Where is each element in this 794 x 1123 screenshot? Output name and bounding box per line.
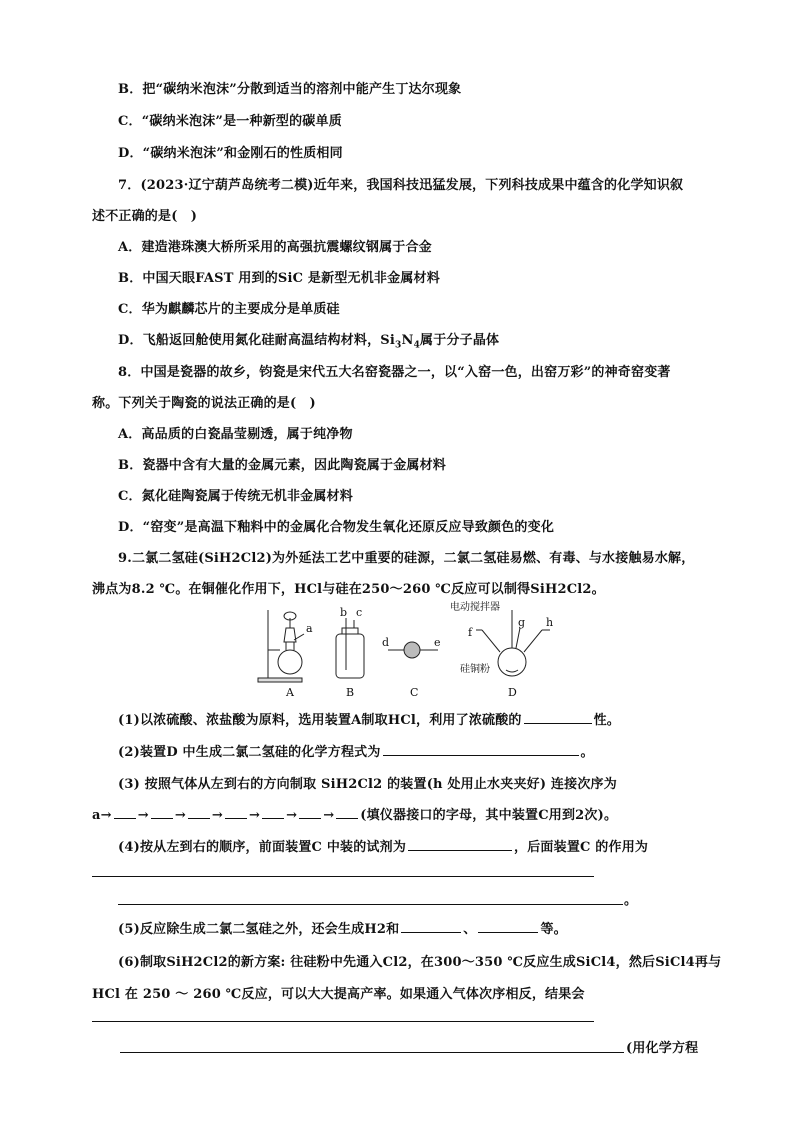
q9-part2-blank[interactable] (383, 742, 579, 756)
label-stirrer: 电动搅拌器 (450, 602, 500, 613)
q9-part2-suffix: 。 (580, 745, 594, 760)
q7-option-d (118, 329, 499, 351)
q8-option-d: D．“窑变”是高温下釉料中的金属化合物发生氧化还原反应导致颜色的变化 (118, 520, 555, 535)
q6-option-d: D．“碳纳米泡沫”和金刚石的性质相同 (118, 146, 343, 161)
label-b: b (340, 606, 348, 619)
q9-stem-line1: 9.二氯二氢硅(SiH2Cl2)为外延法工艺中重要的硅源，二氯二氢硅易燃、有毒、与水接触易水解， (118, 551, 695, 566)
q9-part4-answer-line-1[interactable] (92, 876, 594, 877)
q7-option-d-pre: D．飞船返回舱使用氮化硅耐高温结构材料，Si (118, 333, 396, 348)
q9-part4-answer-line-2[interactable] (118, 904, 623, 905)
q9-part2-text: (2)装置D 中生成二氯二氢硅的化学方程式为 (118, 745, 381, 760)
q7-option-b: B．中国天眼FAST 用到的SiC 是新型无机非金属材料 (118, 271, 440, 286)
q7-option-d-mid: N (401, 333, 414, 348)
q9-part3-start: a→ (92, 808, 112, 823)
apparatus-diagram (250, 600, 570, 700)
q9-part6-end: (用化学方程 (626, 1041, 699, 1056)
q9-part3-suffix: (填仪器接口的字母，其中装置C用到2次)。 (360, 808, 618, 823)
q9-part3-blank-1[interactable] (114, 805, 136, 819)
apparatus-a (258, 610, 304, 682)
q9-part4 (118, 836, 648, 855)
apparatus-b (336, 618, 364, 678)
label-c: c (356, 606, 363, 619)
q9-part3-line2 (92, 804, 617, 823)
q9-part6-answer-line-2[interactable] (120, 1052, 624, 1053)
q9-part1-text: (1)以浓硫酸、浓盐酸为原料，选用装置A制取HCl，利用了浓硫酸的 (118, 713, 522, 728)
q9-part3-arrow-4: → (249, 808, 261, 823)
q9-part3-arrow-6: → (323, 808, 335, 823)
q9-part6-answer-line-1[interactable] (92, 1021, 594, 1022)
q9-part5-blank-2[interactable] (478, 919, 538, 933)
q9-part3-blank-2[interactable] (151, 805, 173, 819)
q7-option-d-sub2: 4 (413, 340, 421, 351)
q9-part3-blank-4[interactable] (225, 805, 247, 819)
label-g: g (518, 616, 526, 629)
label-d: d (382, 636, 390, 649)
q9-part4-suffix: ，后面装置C 的作用为 (514, 840, 649, 855)
q9-part4-end: 。 (624, 893, 638, 908)
q9-part3-arrow-1: → (137, 808, 149, 823)
q9-part3-blank-5[interactable] (262, 805, 284, 819)
q7-option-c: C．华为麒麟芯片的主要成分是单质硅 (118, 302, 340, 317)
q9-part3-blank-6[interactable] (299, 805, 321, 819)
q7-stem-line2: 述不正确的是( ) (92, 209, 198, 224)
q7-stem-line1: 7．(2023·辽宁葫芦岛统考二模)近年来，我国科技迅猛发展，下列科技成果中蕴含的化学知识叙 (118, 178, 684, 193)
label-f: f (468, 626, 473, 639)
label-apparatus-d: D (508, 686, 517, 699)
q9-part3-blank-3[interactable] (188, 805, 210, 819)
q9-part6-line2: HCl 在 250 ～ 260 ℃反应，可以大大提高产率。如果通入气体次序相反，结果会 (92, 987, 585, 1002)
label-apparatus-c: C (410, 686, 419, 699)
label-powder: 硅铜粉 (460, 664, 490, 675)
q9-part5-suffix: 等。 (540, 922, 567, 937)
q9-part4-text: (4)按从左到右的顺序，前面装置C 中装的试剂为 (118, 840, 407, 855)
q9-part5-sep: 、 (463, 922, 477, 937)
q8-option-a: A．高品质的白瓷晶莹剔透，属于纯净物 (118, 427, 353, 442)
q7-option-d-sub1: 3 (395, 340, 402, 351)
q9-part3-arrow-3: → (211, 808, 223, 823)
q9-part6-line1: (6)制取SiH2Cl2的新方案: 往硅粉中先通入Cl2，在300～350 ℃反应生成SiCl4，然后SiCl4再与 (118, 955, 722, 970)
q8-option-b: B．瓷器中含有大量的金属元素，因此陶瓷属于金属材料 (118, 458, 446, 473)
q9-part4-blank[interactable] (408, 837, 512, 851)
q9-part5-text: (5)反应除生成二氯二氢硅之外，还会生成H2和 (118, 922, 400, 937)
q8-option-c: C．氮化硅陶瓷属于传统无机非金属材料 (118, 489, 353, 504)
label-h: h (546, 616, 554, 629)
q8-stem-line1: 8．中国是瓷器的故乡，钧瓷是宋代五大名窑瓷器之一，以“入窑一色，出窑万彩”的神奇窑变著 (118, 365, 671, 380)
q7-option-a: A．建造港珠澳大桥所采用的高强抗震螺纹钢属于合金 (118, 240, 432, 255)
q6-option-b: B．把“碳纳米泡沫”分散到适当的溶剂中能产生丁达尔现象 (118, 82, 462, 97)
q9-part5 (118, 918, 567, 937)
q9-part5-blank-1[interactable] (401, 919, 461, 933)
label-e: e (434, 636, 441, 649)
q9-part3-arrow-5: → (286, 808, 298, 823)
q9-stem-line2: 沸点为8.2 ℃。在铜催化作用下，HCl与硅在250～260 ℃反应可以制得SiH2Cl2。 (92, 582, 605, 597)
label-apparatus-a: A (286, 686, 294, 699)
q9-part1 (118, 709, 620, 728)
label-a: a (306, 622, 313, 635)
apparatus-c (388, 642, 438, 658)
q9-part3-line1: (3) 按照气体从左到右的方向制取 SiH2Cl2 的装置(h 处用止水夹夹好) 连接次序为 (118, 777, 617, 792)
q8-stem-line2: 称。下列关于陶瓷的说法正确的是( ) (92, 396, 316, 411)
q6-option-c: C．“碳纳米泡沫”是一种新型的碳单质 (118, 114, 342, 129)
q9-part1-suffix: 性。 (593, 713, 621, 728)
q9-part3-arrow-2: → (174, 808, 186, 823)
q7-option-d-post: 属于分子晶体 (420, 333, 500, 348)
q9-part1-blank[interactable] (524, 710, 592, 724)
q9-part2 (118, 741, 594, 760)
q9-part3-blank-7[interactable] (336, 805, 358, 819)
label-apparatus-b: B (346, 686, 355, 699)
